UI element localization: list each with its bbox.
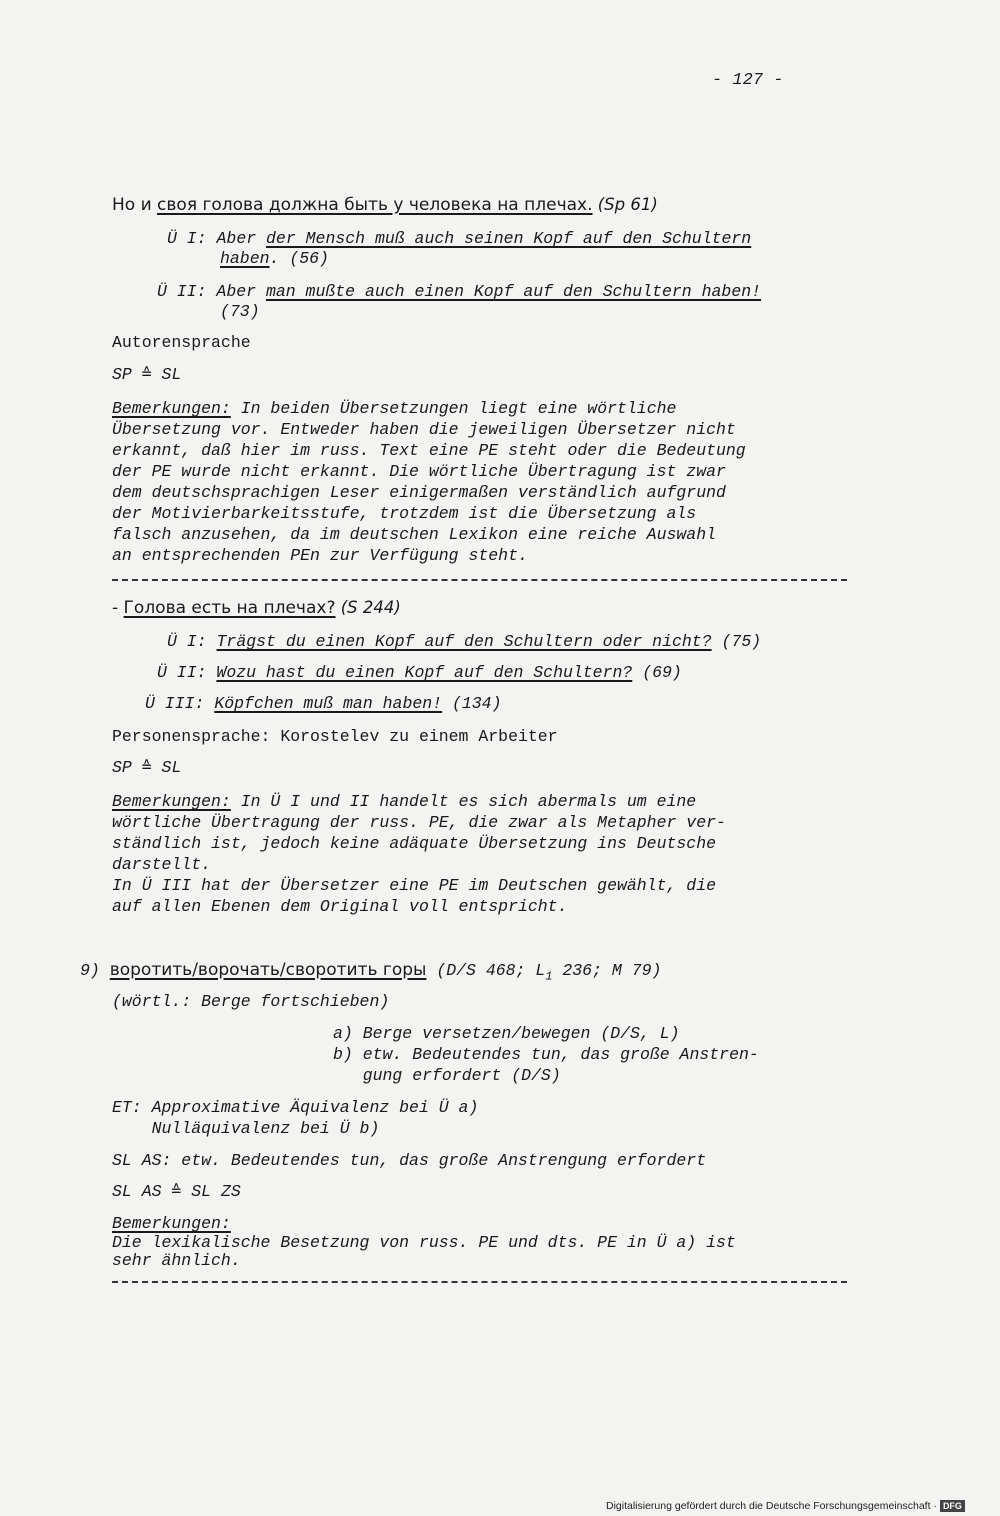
translation-u1-cont	[220, 248, 329, 269]
formula: SP ≙ SL	[112, 365, 182, 384]
entry-9-heading	[80, 960, 661, 987]
bemerkungen-line: der PE wurde nicht erkannt. Die wörtliche Übertragung ist zwar	[112, 462, 726, 481]
russian-plain: Но и	[112, 195, 158, 215]
dash-prefix: -	[112, 598, 124, 618]
page-number: - 127 -	[712, 71, 784, 90]
bemerkungen-line: In Ü III hat der Übersetzer eine PE im Deutschen gewählt, die	[112, 876, 716, 895]
translation-ref: (134)	[442, 694, 502, 713]
et-block	[112, 1097, 478, 1139]
bemerkungen-label: Bemerkungen:	[112, 1214, 231, 1233]
translation-label: Ü II:	[157, 663, 217, 682]
translation-underlined: der Mensch muß auch seinen Kopf auf den Schultern	[266, 229, 752, 248]
literal-translation: (wörtl.: Berge fortschieben)	[112, 992, 390, 1011]
et-line: Nulläquivalenz bei Ü b)	[112, 1119, 380, 1138]
russian-quote-1	[112, 194, 658, 216]
footer-text: Digitalisierung gefördert durch die Deutsche Forschungsgemeinschaft	[606, 1500, 931, 1512]
bemerkungen-line: ständlich ist, jedoch keine adäquate Übersetzung ins Deutsche	[112, 834, 716, 853]
translation-ref: (69)	[632, 663, 682, 682]
russian-underlined: своя голова должна быть у человека на плечах.	[157, 195, 593, 215]
bemerkungen-line: dem deutschsprachigen Leser einigermaßen verständlich aufgrund	[112, 483, 726, 502]
et-line: ET: Approximative Äquivalenz bei Ü a)	[112, 1098, 479, 1117]
bemerkungen-label: Bemerkungen:	[112, 399, 231, 418]
translation-text: Aber	[216, 229, 267, 248]
translation-u3	[145, 693, 501, 714]
bemerkungen-line: erkannt, daß hier im russ. Text eine PE steht oder die Bedeutung	[112, 441, 746, 460]
translation-u2	[157, 281, 761, 302]
meaning-line: b) etw. Bedeutendes tun, das große Anstren-	[333, 1045, 759, 1064]
translation-underlined: Wozu hast du einen Kopf auf den Schultern?	[216, 663, 633, 682]
translation-underlined: Trägst du einen Kopf auf den Schultern oder nicht?	[216, 632, 712, 651]
separator-line	[112, 1281, 847, 1283]
translation-ref: (75)	[711, 632, 762, 651]
formula: SL AS ≙ SL ZS	[112, 1182, 241, 1201]
translation-underlined: Köpfchen muß man haben!	[214, 694, 443, 713]
separator-line	[112, 579, 847, 581]
russian-quote-2	[112, 597, 401, 619]
translation-underlined: haben	[220, 249, 270, 268]
meaning-line: a) Berge versetzen/bewegen (D/S, L)	[333, 1024, 680, 1043]
bemerkungen-block-3	[112, 1213, 736, 1270]
translation-label: Ü II:	[157, 282, 217, 301]
translation-label: Ü I:	[167, 229, 217, 248]
bemerkungen-text: In beiden Übersetzungen liegt eine wörtliche	[230, 399, 677, 418]
meaning-line: gung erfordert (D/S)	[333, 1066, 561, 1085]
sl-as-line: SL AS: etw. Bedeutendes tun, das große Anstrengung erfordert	[112, 1151, 707, 1170]
bemerkungen-line: Die lexikalische Besetzung von russ. PE und dts. PE in Ü a) ist	[112, 1233, 736, 1252]
translation-u2	[157, 662, 682, 683]
translation-u2-ref: (73)	[220, 302, 260, 321]
bemerkungen-line: der Motivierbarkeitsstufe, trotzdem ist die Übersetzung als	[112, 504, 697, 523]
translation-u1	[167, 228, 751, 249]
bemerkungen-text: In Ü I und II handelt es sich abermals um eine	[230, 792, 697, 811]
bemerkungen-line	[112, 1213, 736, 1234]
translation-label: Ü III:	[145, 694, 215, 713]
bemerkungen-line: darstellt.	[112, 855, 212, 874]
bemerkungen-line: auf allen Ebenen dem Original voll entspricht.	[112, 897, 568, 916]
digitization-footer: Digitalisierung gefördert durch die Deutsche Forschungsgemeinschaft · DFG	[606, 1500, 965, 1512]
formula: SP ≙ SL	[112, 758, 182, 777]
meanings-block	[333, 1023, 759, 1086]
bemerkungen-line: sehr ähnlich.	[112, 1251, 241, 1270]
bemerkungen-line	[112, 791, 726, 812]
dfg-logo: DFG	[940, 1500, 965, 1512]
translation-label: Ü I:	[167, 632, 217, 651]
source-subscript: 1	[545, 969, 553, 984]
bemerkungen-line: Übersetzung vor. Entweder haben die jeweiligen Übersetzer nicht	[112, 420, 736, 439]
bemerkungen-block-1	[112, 398, 746, 566]
sprache-label: Personensprache: Korostelev zu einem Arbeiter	[112, 727, 558, 746]
sprache-label: Autorensprache	[112, 333, 251, 352]
source-ref: (D/S 468; L	[426, 961, 546, 980]
bemerkungen-line: falsch anzusehen, da im deutschen Lexikon eine reiche Auswahl	[112, 525, 716, 544]
translation-underlined: man mußte auch einen Kopf auf den Schultern haben!	[265, 282, 762, 301]
russian-underlined: воротить/ворочать/своротить горы	[109, 960, 427, 980]
source-ref: (Sp 61)	[592, 195, 658, 214]
bemerkungen-line: an entsprechenden PEn zur Verfügung steht.	[112, 546, 528, 565]
bemerkungen-label: Bemerkungen:	[112, 792, 231, 811]
bemerkungen-block-2	[112, 791, 726, 917]
russian-underlined: Голова есть на плечах?	[123, 598, 336, 618]
bemerkungen-line	[112, 398, 746, 419]
source-ref: (S 244)	[335, 598, 401, 617]
entry-number: 9)	[80, 961, 110, 980]
bemerkungen-line: wörtliche Übertragung der russ. PE, die zwar als Metapher ver-	[112, 813, 726, 832]
translation-ref: . (56)	[269, 249, 329, 268]
source-ref: 236; M 79)	[552, 961, 662, 980]
translation-u1	[167, 631, 761, 652]
translation-text: Aber	[216, 282, 266, 301]
